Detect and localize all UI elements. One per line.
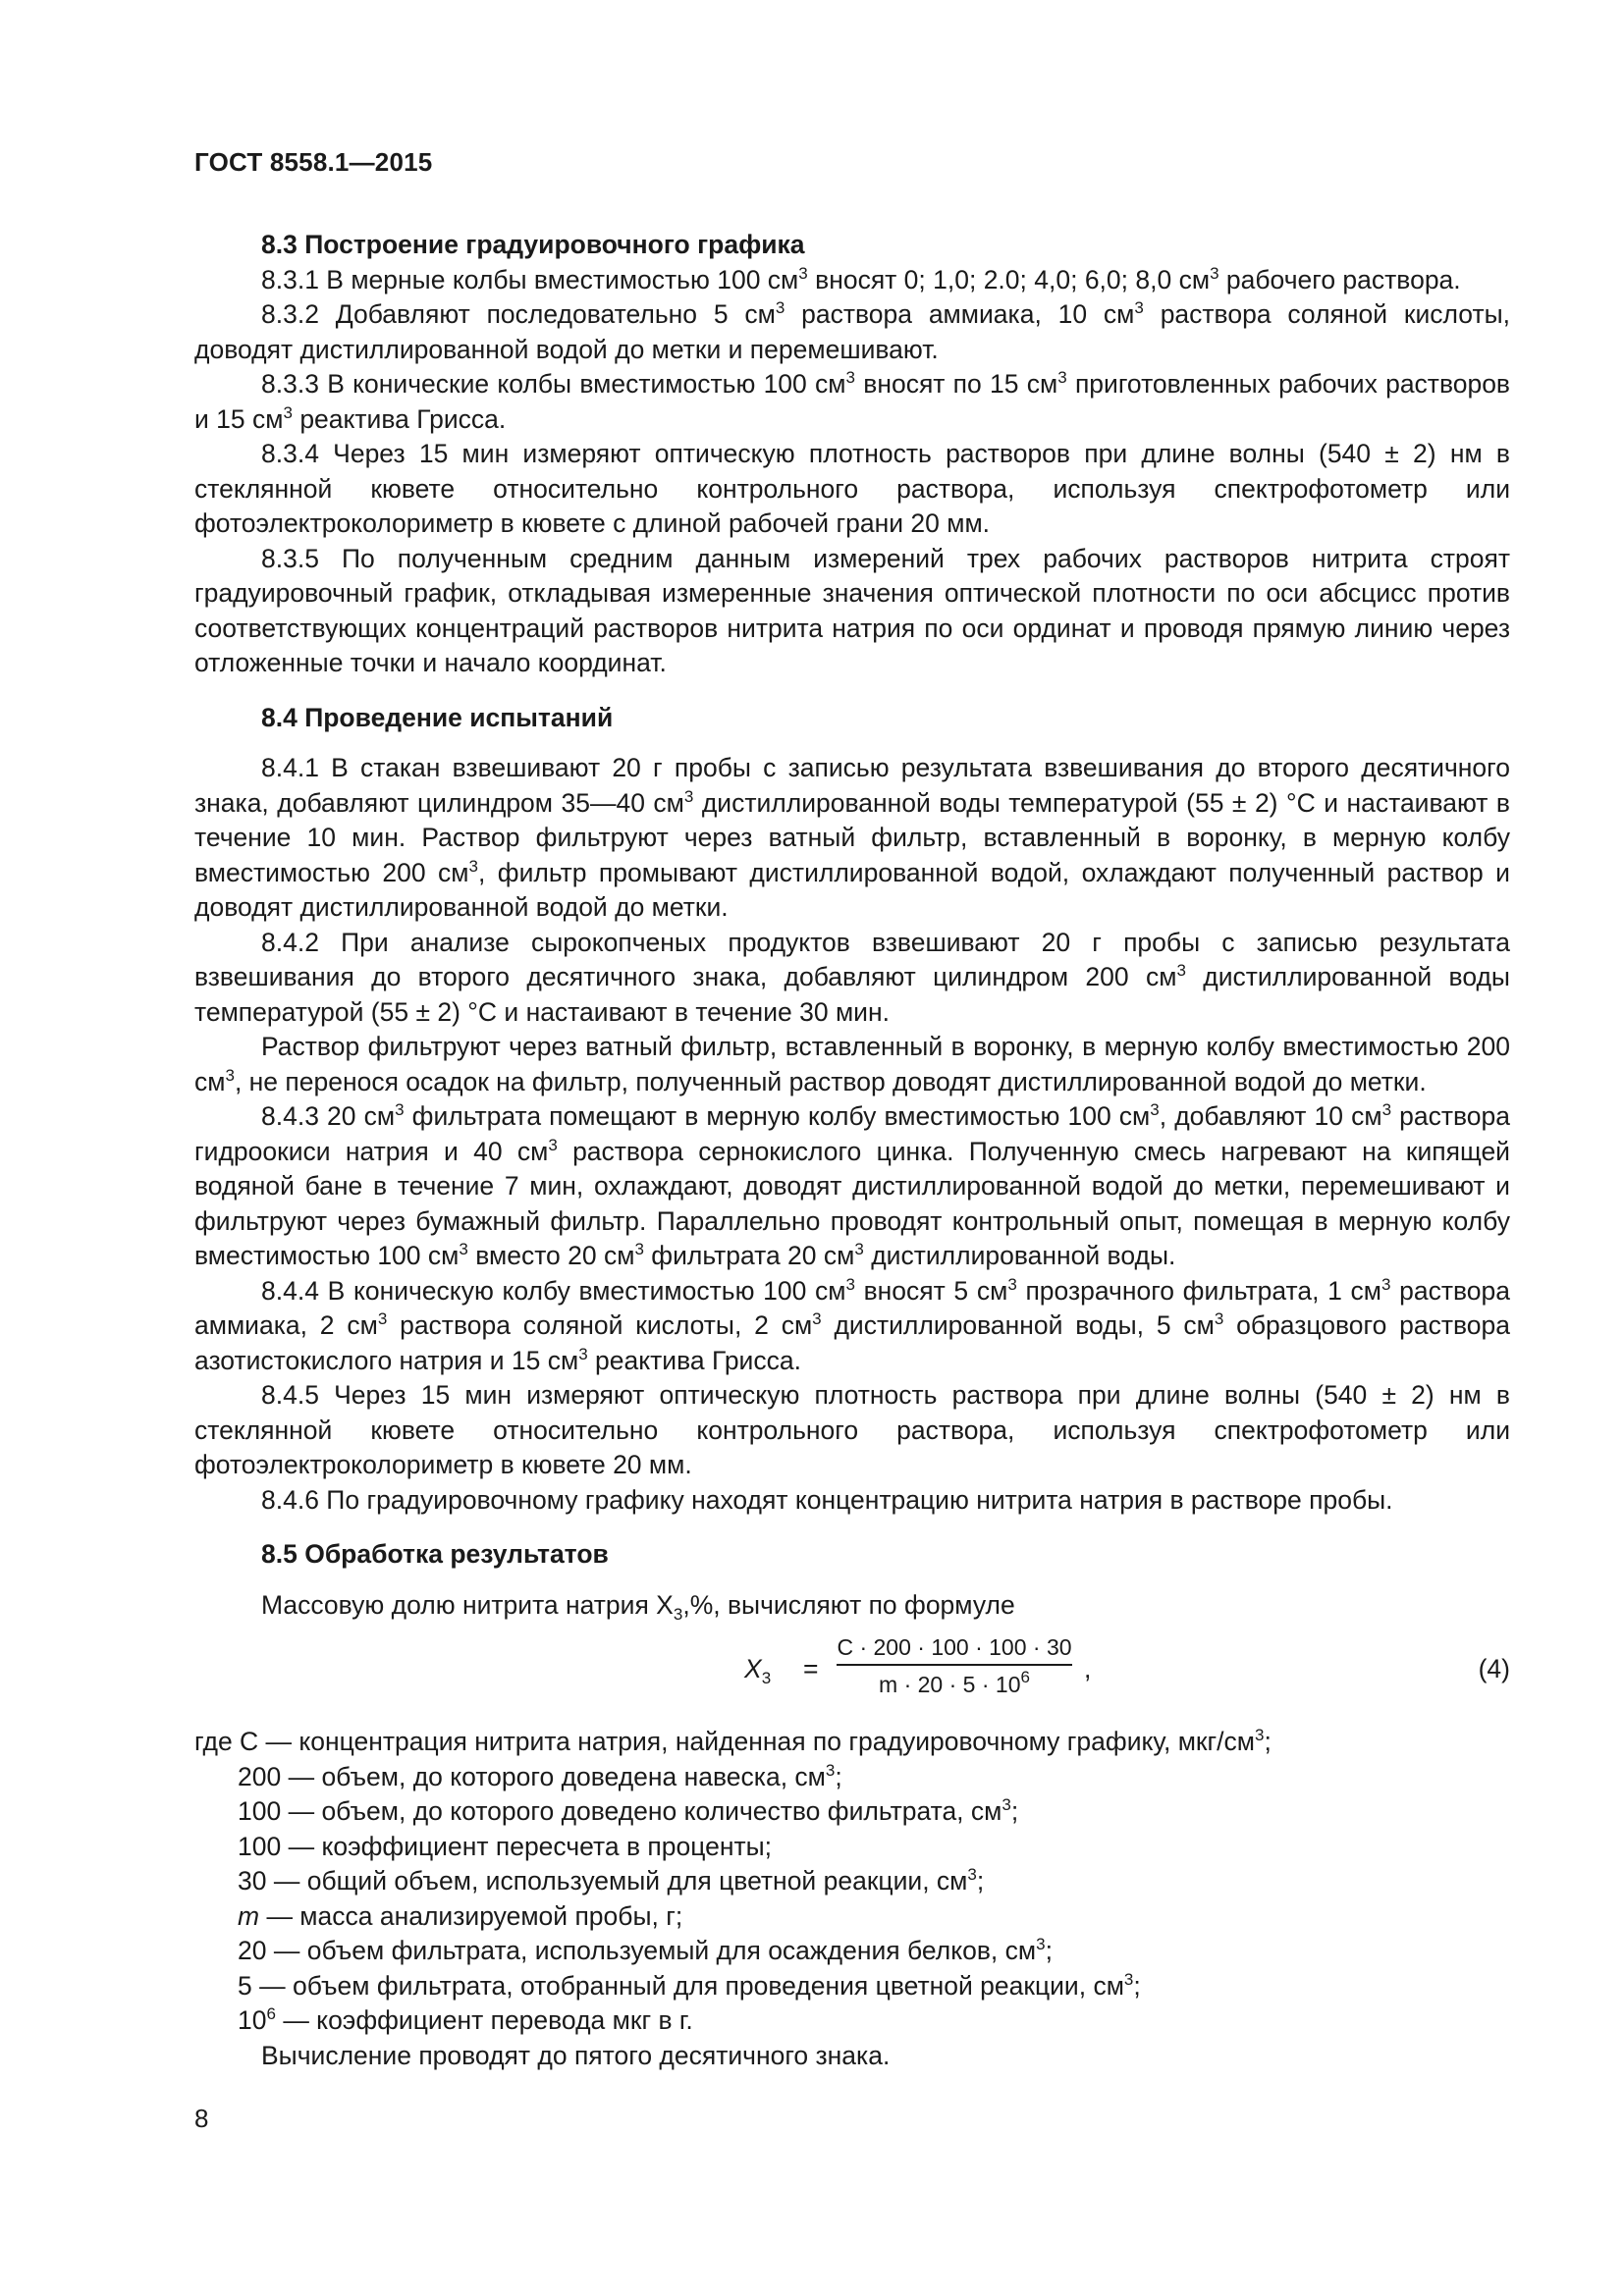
paragraph-8-3-1: 8.3.1 В мерные колбы вместимостью 100 $см^3$ вносят 0; 1,0; 2.0; 4,0; 6,0; 8,0 $см^3$ рабочего раствора. <box>261 263 1461 294</box>
paragraph-8-3-5: 8.3.5 По полученным средним данным измерений трех рабочих растворов нитрита строят градуировочный график, откладывая измеренные значения оптической плотности по оси абсцисс против соответствующих концентраций растворов нитрита натрия по оси ординат и проводя прямую линию через отложенные точки и начало координат. <box>194 543 1510 677</box>
paragraph-8-4-3: 8.4.3 20 $см^3$ фильтрата помещают в мерную колбу вместимостью 100 $см^3$, добавляют 10 $см^3$ раствора гидроокиси натрия и 40 $см^3$ раствора сернокислого цинка. Полученную смесь нагревают на кипящей водяной бане в течение 7 мин, охлаждают, доводят дистиллированной водой до метки, перемешивают и фильтруют через бумажный фильтр. Параллельно проводят контрольный опыт, помещая в мерную колбу вместимостью 100 $см^3$ вместо 20 $см^3$ фильтрата 20 $см^3$ дистиллированной воды. <box>194 1100 1510 1270</box>
formula-comma: , <box>1084 1654 1092 1683</box>
formula-equals: = <box>803 1654 819 1683</box>
formula-lhs: $X_3$ <box>744 1654 772 1687</box>
paragraph-8-4-5: 8.4.5 Через 15 мин измеряют оптическую плотность раствора при длине волны (540 ± 2) нм в стеклянной кювете относительно контрольного раствора, используя спектрофотометр или фотоэлектроколориметр в кювете 20 мм. <box>194 1380 1510 1479</box>
paragraph-8-3-2: 8.3.2 Добавляют последовательно 5 $см^3$ раствора аммиака, 10 $см^3$ раствора соляной кислоты, доводят дистиллированной водой до метки и перемешивают. <box>194 298 1510 364</box>
legend-item: 200 — объем, до которого доведена навеска, $см^3$; <box>238 1760 842 1791</box>
paragraph-8-4-2-continued: Раствор фильтруют через ватный фильтр, вставленный в воронку, в мерную колбу вместимостью 200 $см^3$, не перенося осадок на фильтр, полученный раствор доводят дистиллированной водой до метки. <box>194 1032 1510 1096</box>
paragraph-8-4-1: 8.4.1 В стакан взвешивают 20 г пробы с записью результата взвешивания до второго десятичного знака, добавляют цилиндром 35—40 $см^3$ дистиллированной воды температурой (55 ± 2) °С и настаивают в течение 10 мин. Раствор фильтруют через ватный фильтр, вставленный в воронку, в мерную колбу вместимостью 200 $см^3$, фильтр промывают дистиллированной водой, охлаждают полученный раствор и доводят дистиллированной водой до метки. <box>194 753 1510 922</box>
calculation-precision-note: Вычисление проводят до пятого десятичного знака. <box>261 2040 891 2070</box>
paragraph-8-3-3: 8.3.3 В конические колбы вместимостью 100 $см^3$ вносят по 15 $см^3$ приготовленных рабочих растворов и 15 $см^3$ реактива Грисса. <box>194 368 1511 434</box>
section-8-4-title: 8.4 Проведение испытаний <box>261 702 614 732</box>
legend-item: 100 — коэффициент пересчета в проценты; <box>238 1831 773 1861</box>
legend-item: 100 — объем, до которого доведено количество фильтрата, $см^3$; <box>238 1795 1019 1826</box>
legend-item: m — масса анализируемой пробы, г; <box>238 1900 683 1931</box>
page-number: 8 <box>194 2104 209 2133</box>
where-clause: где С — концентрация нитрита натрия, найденная по градуировочному графику, мкг/$см^3$; <box>194 1726 1272 1756</box>
formula-denominator: $m \cdot 20 \cdot 5 \cdot 10^6$ <box>879 1668 1030 1697</box>
formula-number: (4) <box>1478 1654 1510 1683</box>
section-8-3-title: 8.3 Построение градуировочного графика <box>261 230 805 259</box>
formula-4 <box>194 1629 1510 1721</box>
legend-item: 30 — общий объем, используемый для цветной реакции, $см^3$; <box>238 1865 985 1896</box>
legend-item: 5 — объем фильтрата, отобранный для проведения цветной реакции, $см^3$; <box>238 1969 1141 2001</box>
formula-fraction <box>833 1630 1076 1701</box>
paragraph-8-4-4: 8.4.4 В коническую колбу вместимостью 100 $см^3$ вносят 5 $см^3$ прозрачного фильтрата, 1 $см^3$ раствора аммиака, 2 $см^3$ раствора соляной кислоты, 2 $см^3$ дистиллированной воды, 5 $см^3$ образцового раствора азотистокислого натрия и 15 $см^3$ реактива Грисса. <box>194 1274 1510 1375</box>
section-8-5-title: 8.5 Обработка результатов <box>261 1539 609 1569</box>
legend-item: 20 — объем фильтрата, используемый для осаждения белков, $см^3$; <box>238 1935 1053 1965</box>
paragraph-8-3-4: 8.3.4 Через 15 мин измеряют оптическую плотность растворов при длине волны (540 ± 2) нм в стеклянной кювете относительно контрольного раствора, используя спектрофотометр или фотоэлектроколориметр в кювете с длиной рабочей грани 20 мм. <box>194 439 1510 538</box>
legend-item: $10^6$ — коэффициент перевода мкг в г. <box>238 2004 693 2035</box>
paragraph-8-4-6: 8.4.6 По градуировочному графику находят концентрацию нитрита натрия в растворе пробы. <box>261 1484 1393 1515</box>
formula-intro: Массовую долю нитрита натрия $X_3,\%$, вычисляют по формуле <box>261 1589 1015 1624</box>
formula-numerator: C · 200 · 100 · 100 · 30 <box>837 1634 1072 1660</box>
document-body <box>194 228 1510 2073</box>
paragraph-8-4-2: 8.4.2 При анализе сырокопченых продуктов взвешивают 20 г пробы с записью результата взвешивания до второго десятичного знака, добавляют цилиндром 200 $см^3$ дистиллированной воды температурой (55 ± 2) °С и настаивают в течение 30 мин. <box>194 927 1510 1027</box>
standard-header: ГОСТ 8558.1—2015 <box>194 147 433 177</box>
